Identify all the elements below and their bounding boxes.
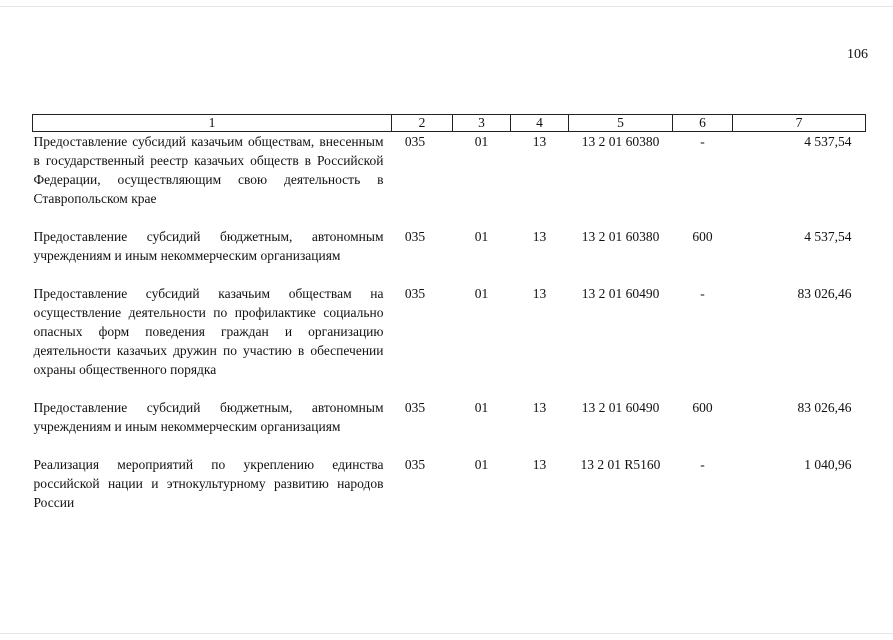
row-ministry-code: 035	[404, 229, 426, 244]
page-number: 106	[847, 47, 868, 62]
column-header-6: 6	[673, 115, 733, 132]
row-ministry-code: 035	[404, 400, 426, 415]
row-ministry-code: 035	[404, 286, 426, 301]
row-target-code: 13 2 01 60380	[581, 134, 660, 149]
row-target-code: 13 2 01 R5160	[580, 457, 661, 472]
row-section-code: 01	[474, 400, 489, 415]
row-section-code: 01	[474, 457, 489, 472]
column-header-5: 5	[569, 115, 673, 132]
table-row	[33, 227, 866, 284]
row-name: Реализация мероприятий по укреплению единства российской нации и этнокультурному развитию народов России	[33, 457, 384, 510]
row-ministry-code: 035	[404, 134, 426, 149]
row-subsection-code: 13	[532, 134, 547, 149]
row-amount: 4 537,54	[804, 229, 852, 244]
column-header-2: 2	[392, 115, 453, 132]
row-expense-type: -	[700, 286, 705, 301]
row-name: Предоставление субсидий казачьим обществам, внесенным в государственный реестр казачьих обществ в Российской Федерации, осуществляющим свою деятельность в Ставропольском крае	[33, 134, 384, 206]
row-subsection-code: 13	[532, 286, 547, 301]
row-name: Предоставление субсидий бюджетным, автономным учреждениям и иным некоммерческим организациям	[33, 400, 384, 434]
row-target-code: 13 2 01 60490	[581, 286, 660, 301]
column-header-4: 4	[511, 115, 569, 132]
scan-edge-bottom	[0, 633, 893, 634]
row-expense-type: 600	[692, 229, 713, 244]
row-target-code: 13 2 01 60380	[581, 229, 660, 244]
table-row	[33, 132, 866, 228]
column-header-7: 7	[733, 115, 866, 132]
row-name: Предоставление субсидий бюджетным, автономным учреждениям и иным некоммерческим организациям	[33, 229, 384, 263]
row-target-code: 13 2 01 60490	[581, 400, 660, 415]
column-header-3: 3	[453, 115, 511, 132]
row-expense-type: -	[700, 134, 705, 149]
table-header-row	[33, 115, 866, 132]
row-section-code: 01	[474, 286, 489, 301]
scan-edge-top	[0, 6, 893, 7]
row-subsection-code: 13	[532, 229, 547, 244]
table-row	[33, 398, 866, 455]
row-amount: 83 026,46	[797, 400, 852, 415]
row-expense-type: -	[700, 457, 705, 472]
row-amount: 83 026,46	[797, 286, 852, 301]
row-section-code: 01	[474, 229, 489, 244]
row-amount: 1 040,96	[804, 457, 852, 472]
table-row	[33, 455, 866, 512]
row-ministry-code: 035	[404, 457, 426, 472]
row-section-code: 01	[474, 134, 489, 149]
row-expense-type: 600	[692, 400, 713, 415]
table-row	[33, 284, 866, 398]
row-subsection-code: 13	[532, 400, 547, 415]
row-amount: 4 537,54	[804, 134, 852, 149]
row-name: Предоставление субсидий казачьим обществам на осуществление деятельности по профилактике социально опасных форм поведения граждан и организацию деятельности казачьих дружин по участию в обеспечении охраны общественного порядка	[33, 286, 384, 377]
budget-table	[32, 114, 866, 512]
column-header-1: 1	[33, 115, 392, 132]
row-subsection-code: 13	[532, 457, 547, 472]
